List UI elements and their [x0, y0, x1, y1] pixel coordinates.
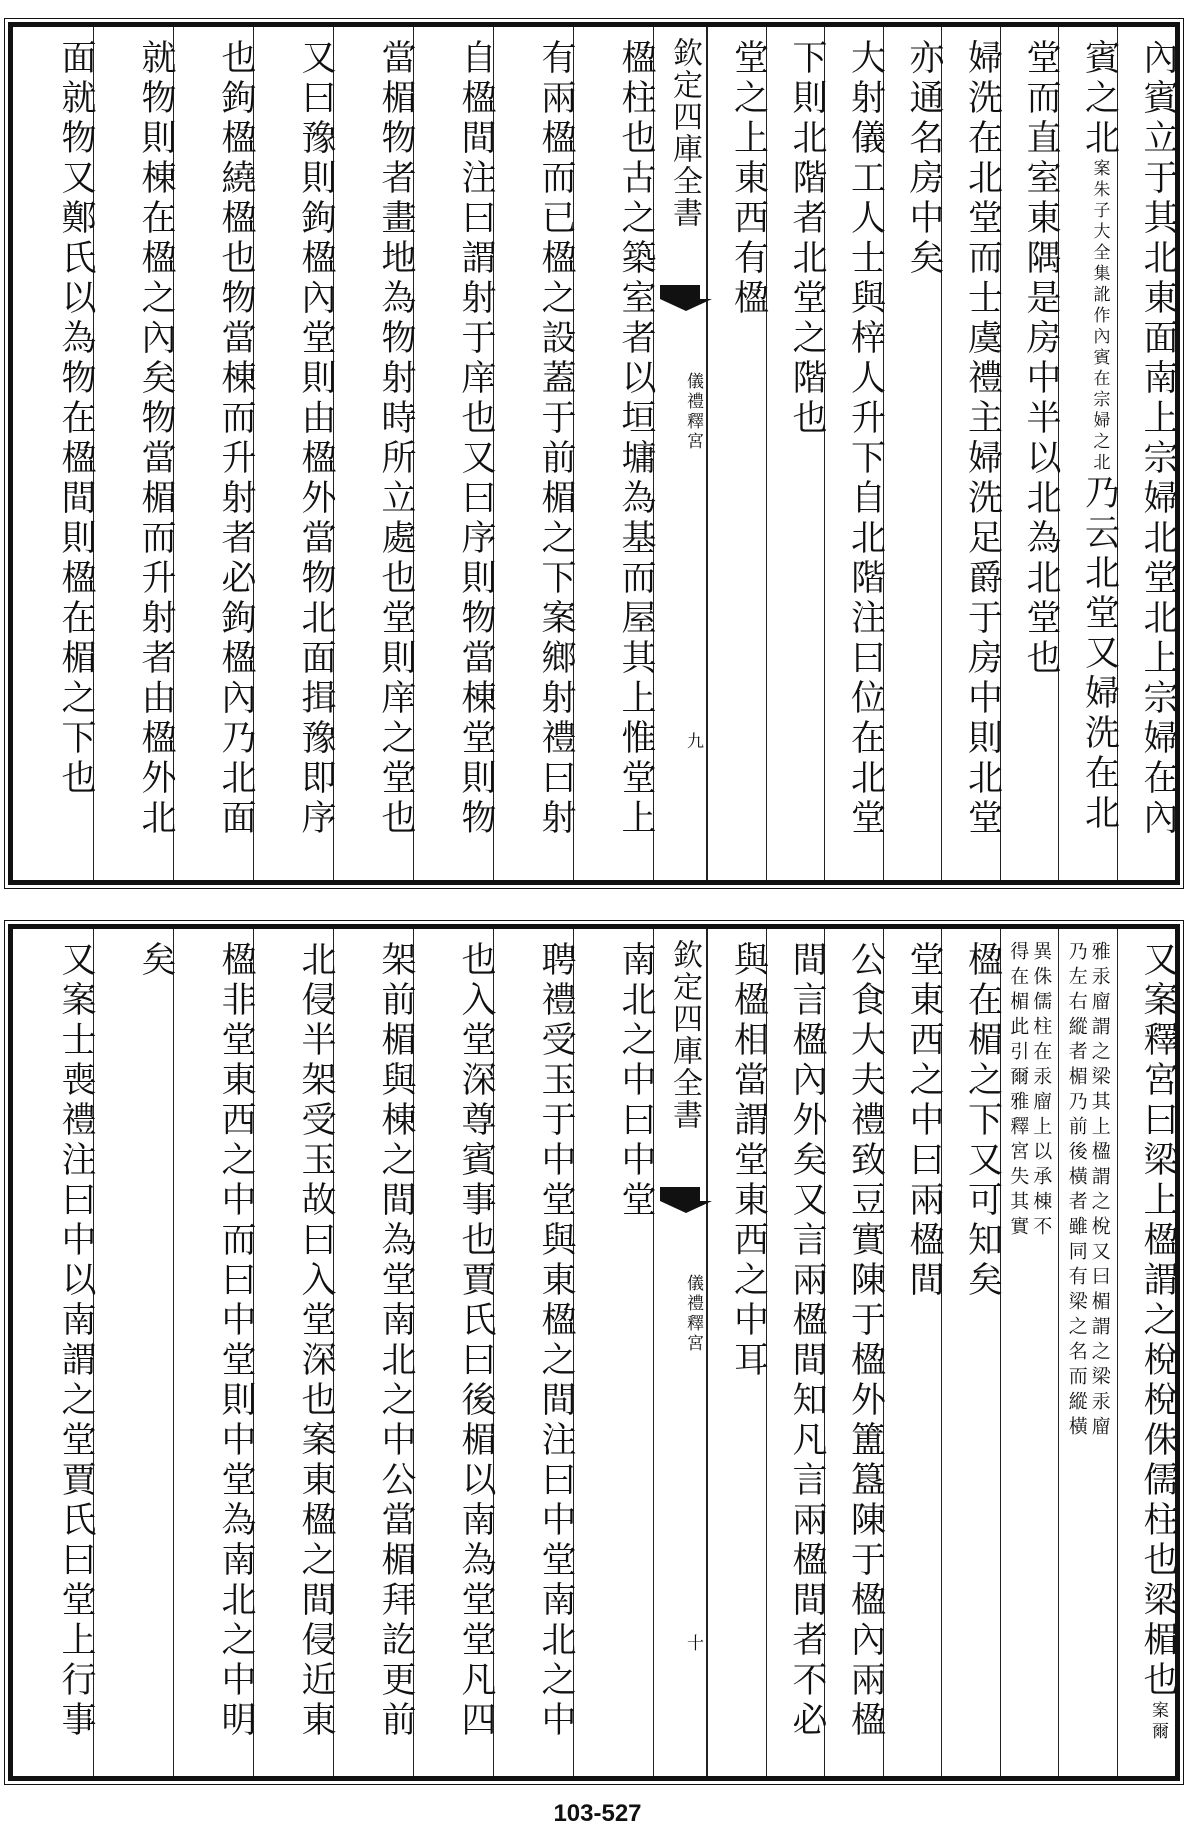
column-text [1059, 39, 1120, 834]
column-text [708, 39, 769, 319]
text-column [13, 27, 96, 880]
main-text: 婦洗在北堂而士虞禮主婦洗足爵于房中則北堂 [962, 39, 1003, 839]
main-text: 亦通名房中矣 [904, 39, 944, 279]
main-text: 北侵半架受玉故曰入堂深也案東楹之間侵近東 [296, 941, 336, 1741]
main-text: 就物則棟在楹之內矣物當楣而升射者由楹外北 [136, 39, 176, 839]
text-column [493, 27, 576, 880]
collection-title: 欽定四庫全書 [667, 37, 702, 229]
text-column [883, 27, 942, 880]
text-column [707, 27, 769, 880]
main-text: 架前楣與棟之間為堂南北之中公當楣拜訖更前 [376, 941, 416, 1741]
annotation-subline: 乃左右縱者楣乃前後橫者雖同有梁之名而縱橫 [1065, 941, 1088, 1441]
main-text: 大射儀工人士與梓人升下自北階注曰位在北堂 [845, 39, 886, 839]
main-text: 聘禮受玉于中堂與東楹之間注曰中堂南北之中 [536, 941, 576, 1741]
column-text [414, 941, 496, 1741]
main-text: 南北之中曰中堂 [616, 941, 656, 1221]
column-text [414, 39, 496, 839]
text-column [333, 929, 416, 1776]
column-text [574, 941, 656, 1221]
main-text: 堂而直室東隅是房中半以北為北堂也 [1021, 39, 1061, 679]
text-column [824, 929, 886, 1776]
main-text: 賓之北 [1079, 39, 1120, 159]
text-column [493, 929, 576, 1776]
text-column [1000, 27, 1059, 880]
text-column [13, 929, 96, 1776]
page-footer-number: 103-527 [553, 1800, 642, 1827]
main-text: 也鉤楹繞楹也物當棟而升射者必鉤楹內乃北面 [216, 39, 256, 839]
column-text [13, 39, 96, 799]
text-column [941, 27, 1003, 880]
column-text [494, 39, 576, 839]
main-text: 也入堂深尊賓事也賈氏曰後楣以南為堂堂凡四 [456, 941, 496, 1741]
main-text: 有兩楹而已楹之設蓋于前楣之下案鄉射禮曰射 [536, 39, 576, 839]
main-text: 自楹間注曰謂射于庠也又曰序則物當棟堂則物 [456, 39, 496, 839]
text-column [93, 27, 176, 880]
collection-title: 欽定四庫全書 [667, 939, 702, 1131]
text-column [413, 27, 496, 880]
center-fishtail-column [653, 929, 707, 1776]
text-column [1000, 929, 1059, 1776]
text-column [573, 929, 656, 1776]
column-text [1118, 941, 1176, 1743]
main-text: 乃云北堂又婦洗在北 [1079, 474, 1120, 834]
book-title: 儀禮釋宮 [683, 372, 703, 452]
main-text: 與楹相當謂堂東西之中耳 [728, 941, 769, 1381]
text-column [941, 929, 1003, 1776]
main-text: 間言楹內外矣又言兩楹間知凡言兩楹間者不必 [787, 941, 827, 1741]
main-text: 公食大夫禮致豆實陳于楹外簠簋陳于楹內兩楹 [845, 941, 886, 1741]
annotation-subline: 雅汞廇謂之梁其上楹謂之梲又曰楣謂之梁汞廇 [1088, 941, 1111, 1441]
main-text: 楹非堂東西之中而曰中堂則中堂為南北之中明 [216, 941, 256, 1741]
column-text [825, 941, 886, 1741]
text-column [1058, 27, 1120, 880]
page-number: 九 [683, 732, 703, 749]
column-text [942, 39, 1003, 839]
center-fishtail-column [653, 27, 707, 880]
column-text [884, 941, 942, 1301]
column-text [942, 941, 1003, 1301]
text-column [333, 27, 416, 880]
main-text: 堂東西之中曰兩楹間 [904, 941, 944, 1301]
text-column [707, 929, 769, 1776]
fishtail-mark [660, 285, 700, 311]
text-column [93, 929, 176, 1776]
column-text [708, 941, 769, 1381]
main-text: 又案釋宮曰梁上楹謂之梲梲侏儒柱也梁楣也 [1138, 941, 1178, 1701]
column-text [767, 941, 825, 1741]
column-text [1118, 39, 1176, 839]
book-title: 儀禮釋宮 [683, 1274, 703, 1354]
main-text: 又案士喪禮注曰中以南謂之堂賈氏曰堂上行事 [56, 941, 96, 1741]
fishtail-mark [660, 1187, 700, 1213]
annotation-note: 案爾 [1148, 1701, 1168, 1743]
text-column [766, 929, 825, 1776]
main-text: 面就物又鄭氏以為物在楹間則楹在楣之下也 [56, 39, 96, 799]
column-text [13, 941, 96, 1741]
column-text [334, 941, 416, 1741]
text-column [173, 27, 256, 880]
text-column [173, 929, 256, 1776]
column-text [334, 39, 416, 839]
column-text [254, 941, 336, 1741]
column-text [767, 39, 825, 439]
main-text: 當楣物者畫地為物射時所立處也堂則庠之堂也 [376, 39, 416, 839]
text-column [1117, 27, 1176, 880]
text-column [253, 27, 336, 880]
annotation-subline: 得在楣此引爾雅釋宮失其實 [1007, 941, 1030, 1241]
upper-page-frame [8, 22, 1180, 885]
text-column [1058, 929, 1117, 1776]
column-text [254, 39, 336, 839]
main-text: 下則北階者北堂之階也 [787, 39, 827, 439]
column-text [574, 39, 656, 839]
column-text [94, 39, 176, 839]
text-column [1117, 929, 1176, 1776]
column-text [825, 39, 886, 839]
page-number: 十 [683, 1634, 703, 1651]
text-column [573, 27, 656, 880]
column-text [94, 941, 176, 981]
column-text [174, 941, 256, 1741]
column-text [1001, 39, 1059, 679]
text-column [824, 27, 886, 880]
text-column [413, 929, 496, 1776]
annotation-note: 案朱子大全集訛作內賓在宗婦之北 [1089, 159, 1110, 474]
text-column [253, 929, 336, 1776]
main-text: 楹在楣之下又可知矣 [962, 941, 1003, 1301]
lower-page-frame [8, 924, 1180, 1781]
text-column [766, 27, 825, 880]
text-column [883, 929, 942, 1776]
main-text: 又曰豫則鉤楹內堂則由楹外當物北面揖豫即序 [296, 39, 336, 839]
main-text: 矣 [136, 941, 176, 981]
column-text [494, 941, 576, 1741]
main-text: 堂之上東西有楹 [728, 39, 769, 319]
column-text [174, 39, 256, 839]
annotation-subline: 異侏儒柱在汞廇上以承棟不 [1030, 941, 1053, 1241]
main-text: 楹柱也古之築室者以垣墉為基而屋其上惟堂上 [616, 39, 656, 839]
column-text [884, 39, 942, 279]
main-text: 內賓立于其北東面南上宗婦北堂北上宗婦在內 [1138, 39, 1178, 839]
